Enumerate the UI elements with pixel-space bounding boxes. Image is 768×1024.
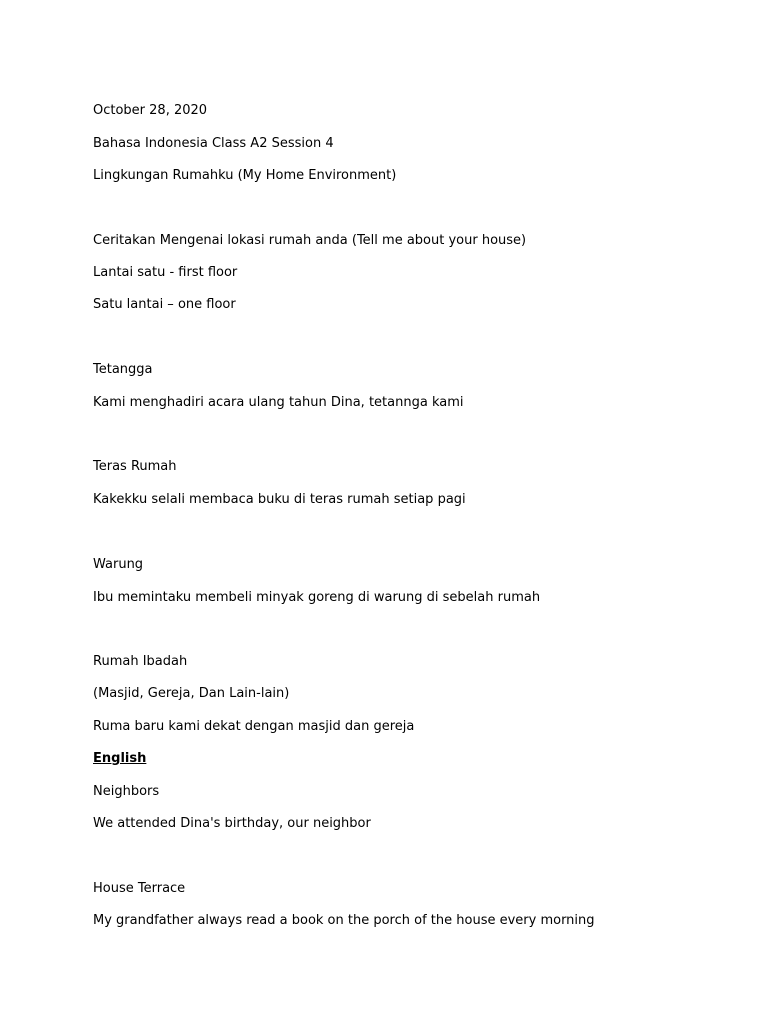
sentence-shop: Ibu memintaku membeli minyak goreng di warung di sebelah rumah	[93, 590, 541, 605]
worship-examples: (Masjid, Gereja, Dan Lain-lain)	[93, 686, 290, 701]
en-sentence-terrace: My grandfather always read a book on the porch of the house every morning	[93, 913, 595, 928]
term-neighbor: Tetangga	[93, 362, 153, 377]
english-heading: English	[93, 751, 147, 766]
term-terrace: Teras Rumah	[93, 459, 177, 474]
floor-line-2: Satu lantai – one floor	[93, 297, 236, 312]
sentence-neighbor: Kami menghadiri acara ulang tahun Dina, tetannga kami	[93, 395, 464, 410]
date-line: October 28, 2020	[93, 103, 208, 118]
floor-line-1: Lantai satu - first floor	[93, 265, 238, 280]
en-sentence-neighbor: We attended Dina's birthday, our neighbor	[93, 816, 371, 831]
en-term-neighbor: Neighbors	[93, 784, 160, 799]
term-worship: Rumah Ibadah	[93, 654, 188, 669]
term-shop: Warung	[93, 557, 144, 572]
en-term-terrace: House Terrace	[93, 881, 186, 896]
prompt-line: Ceritakan Mengenai lokasi rumah anda (Tell me about your house)	[93, 233, 527, 248]
class-title: Bahasa Indonesia Class A2 Session 4	[93, 136, 334, 151]
sentence-worship: Ruma baru kami dekat dengan masjid dan gereja	[93, 719, 415, 734]
sentence-terrace: Kakekku selali membaca buku di teras rumah setiap pagi	[93, 492, 466, 507]
topic-title: Lingkungan Rumahku (My Home Environment)	[93, 168, 397, 183]
